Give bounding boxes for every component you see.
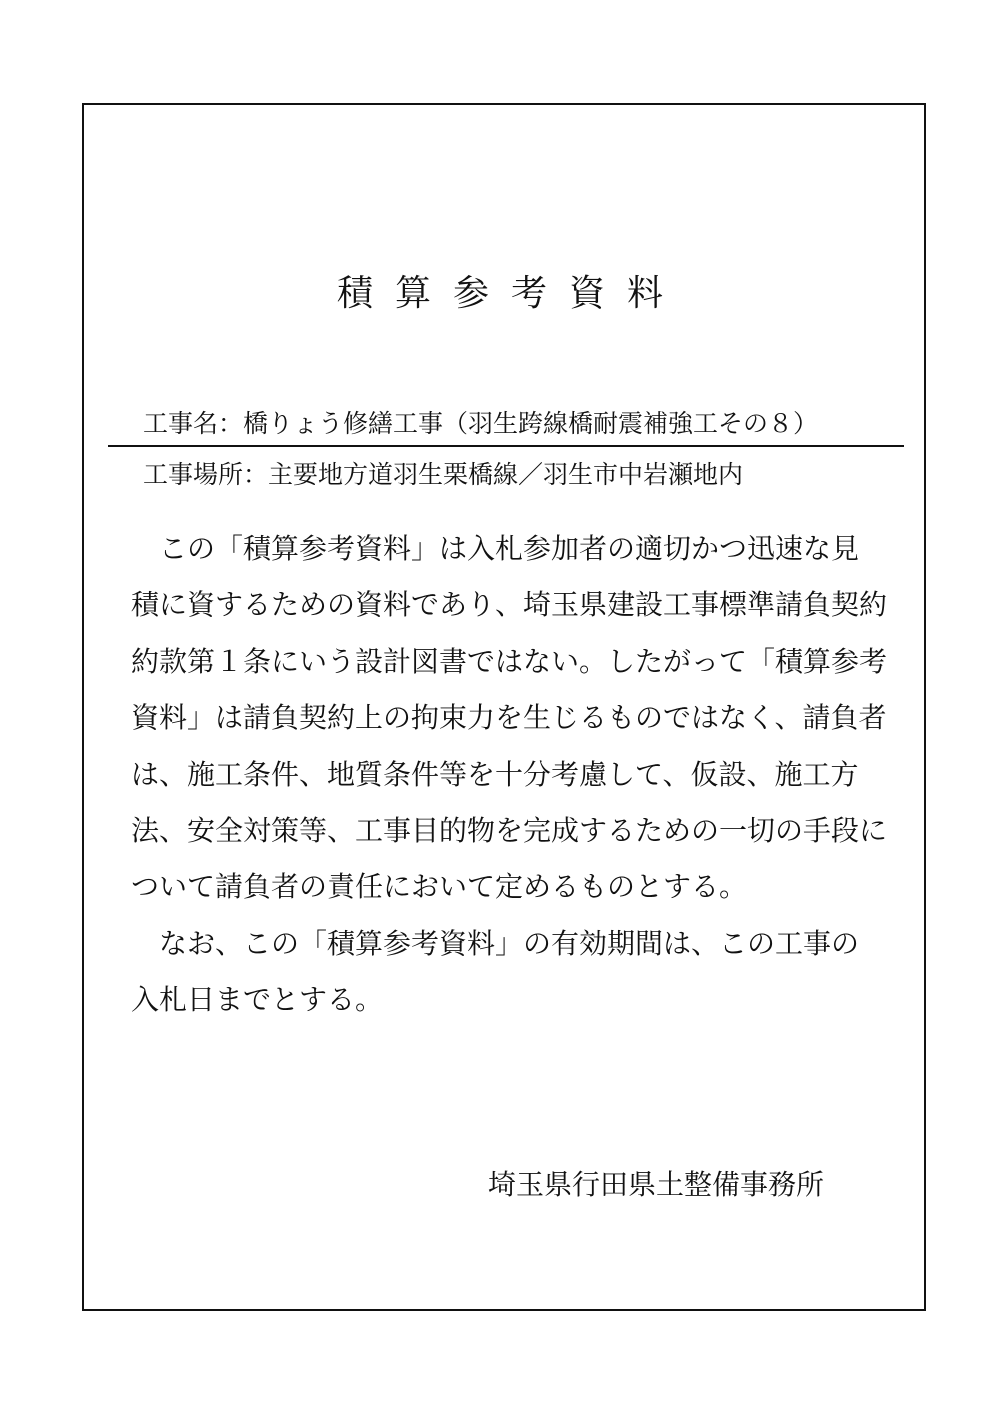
document-body [131,521,911,1029]
body-paragraph-1: この「積算参考資料」は入札参加者の適切かつ迅速な見 積に資するための資料であり、埼玉県建設工事標準請負契約 約款第１条にいう設計図書ではない。したがって「積算参考 資料」は請負契約上の拘束力を生じるものではなく、請負者 は、施工条件、地質条件等を十分考慮して、仮設、施工方 法、安全対策等、工事目的物を完成するための一切の手段に ついて請負者の責任において定めるものとする。 [131,532,888,904]
document-title: 積算参考資料 [336,273,685,314]
project-name: 工事名：橋りょう修繕工事（羽生跨線橋耐震補強工その８） [143,409,819,438]
divider-line [108,445,904,447]
body-paragraph-2: なお、この「積算参考資料」の有効期間は、この工事の 入札日までとする。 [131,926,860,1017]
project-location: 工事場所：主要地方道羽生栗橋線／羽生市中岩瀬地内 [143,460,744,489]
issuer-office: 埼玉県行田県土整備事務所 [488,1168,825,1201]
